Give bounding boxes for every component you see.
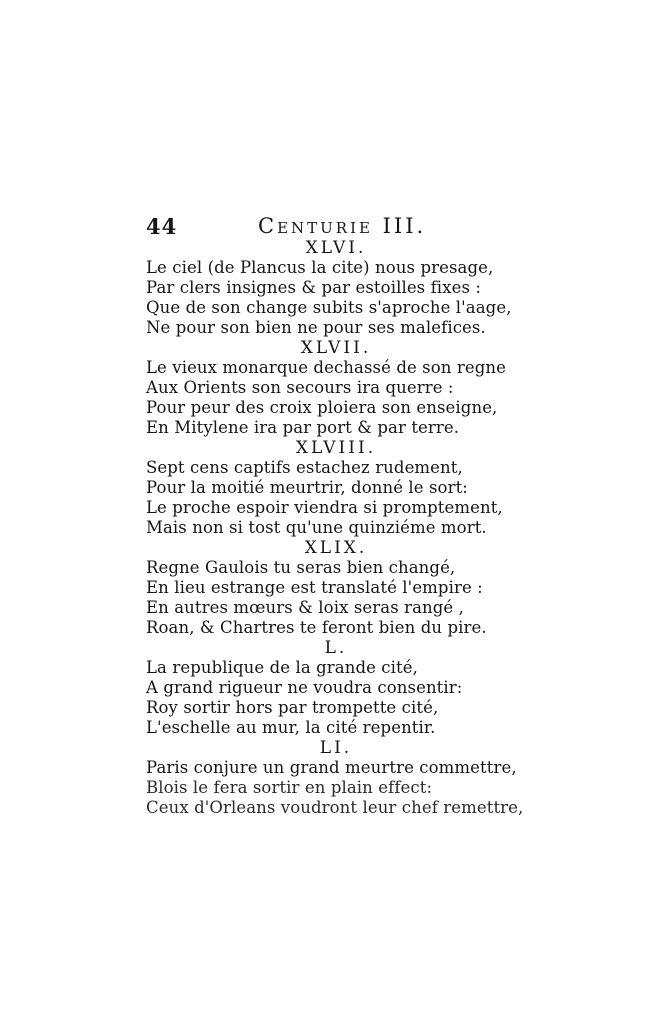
quatrain-number: XLIX. xyxy=(304,538,368,558)
verse-line: En lieu estrange est translaté l'empire : xyxy=(146,578,483,597)
verse-line: Sept cens captifs estachez rudement, xyxy=(146,458,463,477)
quatrain xyxy=(146,738,524,818)
verse-line: Roy sortir hors par trompette cité, xyxy=(146,698,439,717)
running-title: Centurie III. xyxy=(258,214,427,238)
verse-line: A grand rigueur ne voudra consentir: xyxy=(146,678,463,697)
running-head xyxy=(146,214,462,240)
verse-line: Le vieux monarque dechassé de son regne xyxy=(146,358,506,377)
verse-line: Roan, & Chartres te feront bien du pire. xyxy=(146,618,487,637)
verse-line: Ceux d'Orleans voudront leur chef remettre, xyxy=(146,798,524,817)
verse-line: Pour la moitié meurtrir, donné le sort: xyxy=(146,478,468,497)
verse-line: La republique de la grande cité, xyxy=(146,658,418,677)
quatrain xyxy=(146,438,503,538)
verse-line: Le ciel (de Plancus la cite) nous presage, xyxy=(146,258,494,277)
quatrain xyxy=(146,338,506,438)
verse-line: Paris conjure un grand meurtre commettre, xyxy=(146,758,517,777)
quatrain xyxy=(146,638,486,738)
quatrain-number: XLVI. xyxy=(305,238,367,258)
verse-line: Que de son change subits s'aproche l'aage, xyxy=(146,298,512,317)
verse-line: Pour peur des croix ploiera son enseigne, xyxy=(146,398,498,417)
verse-line: Le proche espoir viendra si promptement, xyxy=(146,498,503,517)
page-number: 44 xyxy=(146,214,178,239)
verse-line: En autres mœurs & loix seras rangé , xyxy=(146,598,464,617)
verse-line: Regne Gaulois tu seras bien changé, xyxy=(146,558,456,577)
verse-line: Mais non si tost qu'une quinziéme mort. xyxy=(146,518,487,537)
quatrain-text xyxy=(146,238,524,818)
verse-line: Blois le fera sortir en plain effect: xyxy=(146,778,433,797)
verse-line: Aux Orients son secours ira querre : xyxy=(146,378,454,397)
quatrain-number: XLVIII. xyxy=(295,438,377,458)
quatrain-number: XLVII. xyxy=(300,338,372,358)
quatrain xyxy=(146,238,512,338)
quatrain xyxy=(146,538,486,638)
verse-line: Ne pour son bien ne pour ses malefices. xyxy=(146,318,486,337)
verse-line: En Mitylene ira par port & par terre. xyxy=(146,418,460,437)
verse-line: Par clers insignes & par estoilles fixes : xyxy=(146,278,482,297)
quatrain-number: L. xyxy=(324,638,348,658)
verse-line: L'eschelle au mur, la cité repentir. xyxy=(146,718,436,737)
quatrain-number: LI. xyxy=(319,738,353,758)
